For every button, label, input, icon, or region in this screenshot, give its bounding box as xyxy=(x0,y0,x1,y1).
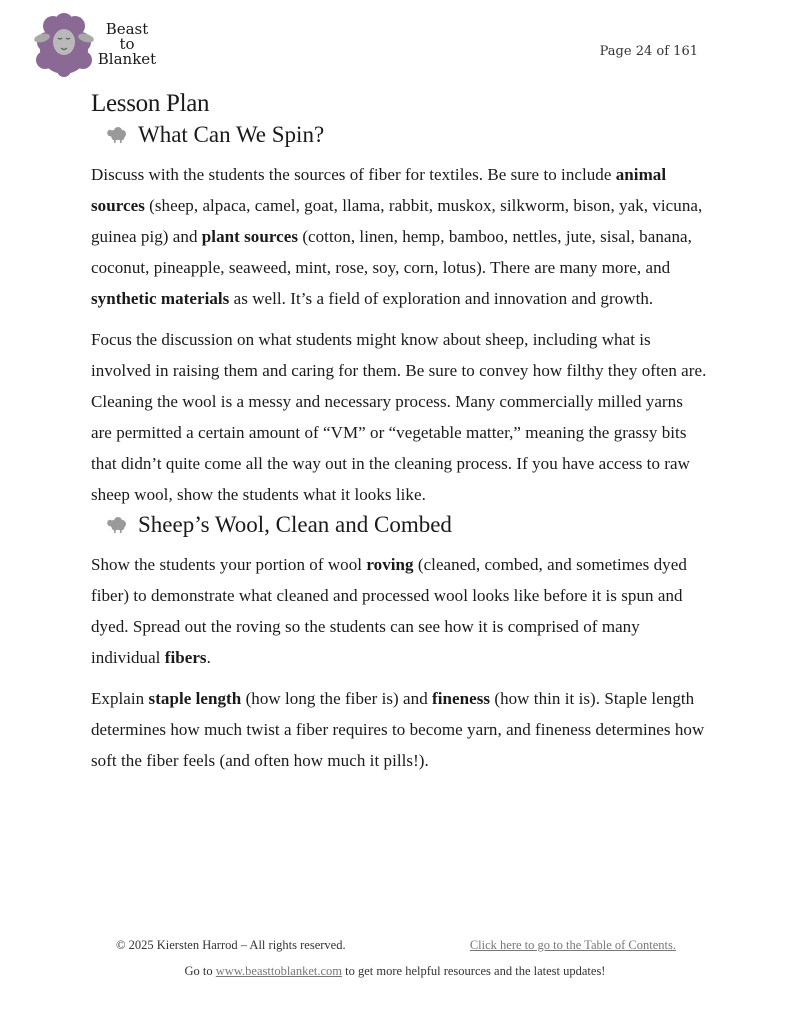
text-run: . xyxy=(206,648,211,667)
footer-site-line xyxy=(0,964,790,979)
bold-term: plant sources xyxy=(201,227,299,246)
text-run: (how long the fiber is) and xyxy=(241,689,433,708)
bold-term: staple length xyxy=(148,689,242,708)
text-run: as well. It’s a field of exploration and innovation and growth. xyxy=(229,289,654,308)
bold-term: fibers xyxy=(164,648,207,667)
page-label: Page xyxy=(599,44,632,59)
bold-term: animal sources xyxy=(91,165,667,215)
main-content xyxy=(91,88,707,776)
sheep-icon xyxy=(107,516,127,534)
sheep-logo-icon xyxy=(33,12,95,78)
page-current: 24 xyxy=(635,44,653,59)
page-total: 161 xyxy=(673,44,698,59)
footer-goto-prefix: Go to xyxy=(184,964,216,978)
brand-line-2: to xyxy=(119,35,135,53)
page-number xyxy=(600,44,698,59)
text-run: (how thin it is). Staple length determines how much twist a fiber requires to become yarn, and fineness determines how soft the fiber feels (and often how much it pills!). xyxy=(91,689,705,770)
website-link[interactable]: www.beasttoblanket.com xyxy=(215,964,343,978)
text-run: Discuss with the students the sources of fiber for textiles. Be sure to include xyxy=(91,165,616,184)
brand-line-1: Beast xyxy=(105,20,149,38)
table-of-contents-link[interactable]: Click here to go to the Table of Contents. xyxy=(469,938,676,952)
section-heading-text: What Can We Spin? xyxy=(138,122,325,147)
bold-term: roving xyxy=(366,555,414,574)
section-heading-text: Sheep’s Wool, Clean and Combed xyxy=(138,512,452,537)
paragraph xyxy=(91,549,707,673)
page-title: Lesson Plan xyxy=(91,90,210,117)
paragraph xyxy=(91,324,707,510)
bold-term: synthetic materials xyxy=(91,289,230,308)
bold-term: fineness xyxy=(432,689,491,708)
text-run: Focus the discussion on what students might know about sheep, including what is involved in raising them and caring for them. Be sure to convey how filthy they often are. Cleaning the wool is a messy and necessary process. Many commercially milled yarns are permitted a certain amount of “VM” or “vegetable matter,” meaning the grassy bits that didn’t quite come all the way out in the cleaning process. If you have access to raw sheep wool, show the students what it looks like. xyxy=(91,330,707,504)
footer-goto-suffix: to get more helpful resources and the latest updates! xyxy=(342,964,606,978)
text-run: (sheep, alpaca, camel, goat, llama, rabbit, muskox, silkworm, bison, yak, vicuna, guinea pig) and xyxy=(91,196,703,246)
section-heading xyxy=(91,120,707,150)
paragraph xyxy=(91,683,707,776)
text-run: Show the students your portion of wool xyxy=(91,555,367,574)
text-run: (cotton, linen, hemp, bamboo, nettles, jute, sisal, banana, coconut, pineapple, seaweed, mint, rose, soy, corn, lotus). There are many more, and xyxy=(91,227,692,277)
text-run: Explain xyxy=(91,689,149,708)
copyright-text: © 2025 Kiersten Harrod – All rights reserved. xyxy=(116,938,346,952)
page-of: of xyxy=(656,44,670,59)
paragraph xyxy=(91,159,707,314)
section-heading xyxy=(91,510,707,540)
sheep-icon xyxy=(107,126,127,144)
brand-line-3: Blanket xyxy=(97,50,157,68)
brand-logo[interactable] xyxy=(33,12,163,80)
brand-name xyxy=(97,22,157,67)
text-run: (cleaned, combed, and sometimes dyed fiber) to demonstrate what cleaned and processed wool looks like before it is spun and dyed. Spread out the roving so the students can see how it is comprised of many individual xyxy=(91,555,687,667)
